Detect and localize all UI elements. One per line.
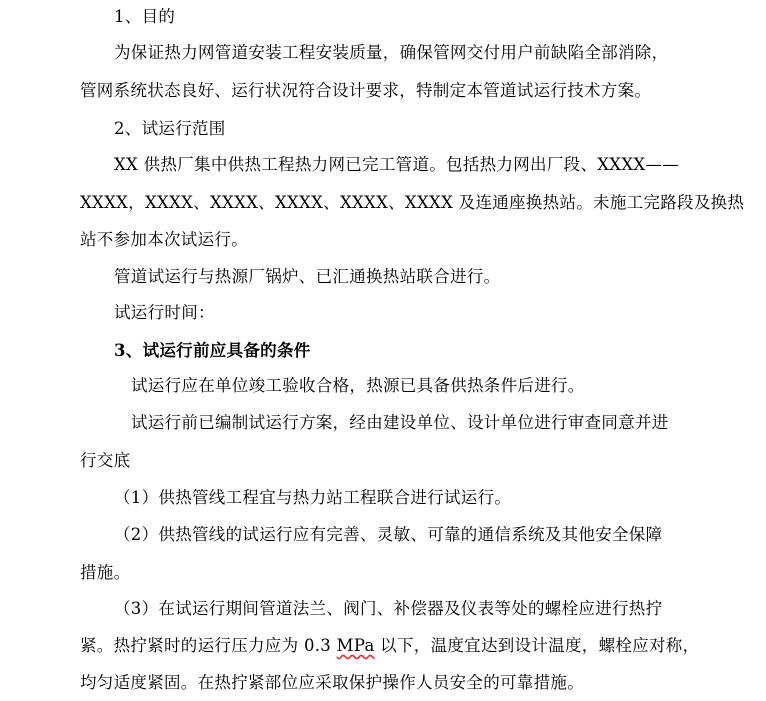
pressure-prefix: 紧。热拧紧时的运行压力应为 0.3: [80, 636, 337, 655]
section-1-line-1: 为保证热力网管道安装工程安装质量，确保管网交付用户前缺陷全部消除，: [114, 43, 669, 62]
section-3-line-1: 试运行应在单位竣工验收合格，热源已具备供热条件后进行。: [131, 376, 585, 395]
section-2-joint-line: 管道试运行与热源厂锅炉、已汇通换热站联合进行。: [114, 267, 501, 286]
section-3-item-1: （1）供热管线工程宜与热力站工程联合进行试运行。: [114, 488, 512, 507]
section-2-line-3: 站不参加本次试运行。: [80, 230, 248, 249]
section-3-heading: 3、试运行前应具备的条件: [114, 341, 311, 360]
section-3-item-3-line-3: 均匀适度紧固。在热拧紧部位应采取保护操作人员安全的可靠措施。: [80, 673, 584, 692]
section-2-line-2: XXXX，XXXX、XXXX、XXXX、XXXX、XXXX 及连通座换热站。未施工完路段及换热: [80, 193, 745, 212]
section-1-line-2: 管网系统状态良好、运行状况符合设计要求，特制定本管道试运行技术方案。: [80, 81, 652, 100]
section-2-line-1: XX 供热厂集中供热工程热力网已完工管道。包括热力网出厂段、XXXX——: [114, 155, 680, 174]
section-2-time-line: 试运行时间：: [114, 303, 215, 322]
section-3-line-2: 试运行前已编制试运行方案，经由建设单位、设计单位进行审查同意并进: [131, 413, 669, 432]
section-3-line-3: 行交底: [80, 451, 131, 470]
section-2-heading: 2、试运行范围: [114, 119, 226, 138]
section-3-item-3-line-2: [80, 635, 699, 657]
section-3-item-2-line-1: （2）供热管线的试运行应有完善、灵敏、可靠的通信系统及其他安全保障: [114, 525, 663, 544]
section-3-item-3-line-1: （3）在试运行期间管道法兰、阀门、补偿器及仪表等处的螺栓应进行热拧: [114, 599, 663, 618]
pressure-suffix: 以下，温度宜达到设计温度，螺栓应对称，: [374, 636, 700, 655]
section-1-heading: 1、目的: [114, 7, 176, 26]
section-3-item-2-line-2: 措施。: [80, 563, 131, 582]
pressure-unit: MPa: [336, 636, 375, 655]
